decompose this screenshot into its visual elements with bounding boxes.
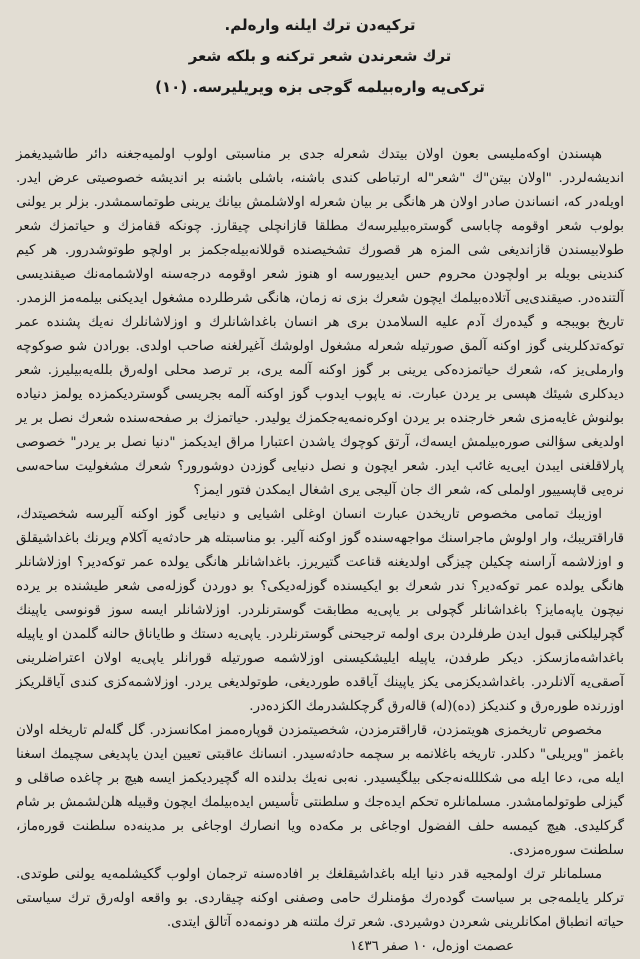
paragraph-4: مسلمانلر ترك اولمجیه قدر دنیا ایله باغداشیقلغك بر افاده‌سنه ترجمان اولوب گکیشلمه‌یه یولنی طوتدی. ترکلر یایلمەجی بر سیاست گوده‌رك مؤمنلرك حامی وصفنی اوکنه چیقاردی. بو واقعه اولەرق ترك سیاستی حیاته انطباق امکانلرینی شعردن دوشیردی. شعر ترك ملتنه هر دونمەده آتالق ایتدی. [16,867,624,930]
title-line-2: ترك شعرندن شعر ترکنه و بلکه شعر [188,47,452,65]
paragraph-3: مخصوص تاریخمزی هویتمزدن، قاراقترمزدن، شخصیتمزدن قوپارەممز امکانسزدر. گل گلەلم تاریخله اولان باغمز "ویریلی" دکلدر. تاریخه باغلانمه بر سچمه حادثه‌سیدر. انسانك عاقبتی تعیین ایدن یاپدیغی سچیمك اسغنا ایله می، دعا ایله می شکلللەنه‌جکی بیلگیسیدر. نەبی نه‌یك بدلنده اله گچیردیکمز ایسه هیچ بر چاغده صاقلی و گیزلی طوتولمامشدر. مسلمانلره تحکم ایده‌جك و سلطنتی تأسیس ایده‌بیلمك ایچون وقبیله هلن‌لشمش بر شام گرکلیدی. هیچ کیمسه حلف الفضول اوجاغی بر مکه‌ده ویا انصارك اوجاغی بر مدینه‌ده سلطنت قورەماز، سلطنت سوره‌مزدی. [16,723,624,858]
document-header [16,10,624,103]
paragraph-2: اوزیبك تمامی مخصوص تاریخدن عبارت انسان اوغلی اشیایی و دنیایی گوز اوکنه آلیرسه شخصیتدك، قاراقتریبك، وار اولوش ماجراسنك مواجهه‌سنده گوز اوکنه آلیر. بو مناسبتله هر حادثه‌یه آکلام ویرنك باغداشیقلق و اوزلاشمه آراسنه چکیلن چیزگی اولدیغنه قناعت گتیریرز. باغداشانلر هانگی یولده عمر توکەدیر؟ اوزلاشانلر هانگی یولده عمر توکەدیر؟ ندر شعرك بو ایکیسنده گوزلەدیکی؟ بو دوردن گوزلەمی شعر طیشنده بر یرده نیچون یاپەمایز؟ باغداشانلر گچولی بر یاپی‌یه مطابقت گوسترنلردر. اوزلاشانلر ایسه سوز قونوسی یاپینك گچرلیلکنی قبول ایدن طرفلردن بری اولمه ترجیحنی گوسترنلردر. یاپی‌یه دستك و طایاناق حالنه گلمدن او یاپیله باغداشه‌مازسکز. دیکر طرفدن، یاپیله ایلیشکیسنی اوزلاشمه صورتیله قورانلر یاپی‌یه اولان اعتراضلرینی آصقی‌یه آلانلردر. باغداشدیکزمی یکز یاپینك آیاقده طوردیغی، طوتولدیغی یردر. اوزلاشمه‌کزی کندی آیاقلریکز اوزرنده طورەرق و کندیکز (ده)(له) قالەرق گرچکلشدرمك الکزده‌در. [16,507,624,714]
paragraph-1: هپسندن اوکه‌ملیسی بعون اولان بیتدك شعرله جدی بر مناسبتی اولوب اولمیه‌جغنه دائر طاشیدیغمز اندیشه‌لردر. "اولان بیتن"ك "شعر"له ارتباطی کندی باشنه، باشلی باشنه بر اندیشه خصوصیتی عرض ایدر. اویله‌در که، انساندن صادر اولان هر هانگی بر بیان شعرله اولاشلمش بیانك یرینی طوتماسمشدر. بزلر بر یولنی بولوب شعر اوقومه چاباسی گوسترەبیلیرسەك مطلقا قازانچلی چیقارز. چونکه قفامزك و حیاتمزك شعر طولابیسندن قازاندیغی شی المزه هر قصورك تشخیصنده قوللانه‌بیله‌جکمز بر اولچو طوتوشدرور. هر کیم کندینی بویله بر اولچودن محروم حس ایدییورسه او هنوز شعر اوقومه درجه‌سنه اولاشمامه‌نك صیقندیسی آلتنده‌در. صیقندی‌یی آتلاده‌بیلمك ایچون شعرك بزی نه زمان، هانگی شرطلرده مشغول ایدیکنی بیلمه‌مز الزمدر. تاریخ بویبجه و گیدەرك آدم علیه السلامدن بری هر انسان باغداشانلرك و اوزلاشانلرك نه‌یك پشنده عمر توکەتدکلرینی گوز اوکنه آلمق صورتیله شعرله مشغول اولوشك آغیرلغنه صاحب اولدی. بورادن شو صوکوچه وارملی‌یز که، شعرك حیاتمزده‌کی یرینی بر گوز اوکنه آلمه یری، بر ترصد محلی اولەرق بللەیه‌بیلیرز. شعر دیدکلری شیئك هپسی بر یردن عبارت. نه یاپوب ایدوب گوز اوکنه آلمه بجریسی گوستردیکمزده یولمز دنیاده بولنوش غایەمزی شعر خارجنده بر یردن اوکره‌نمه‌یه‌جکمزك یولیدر. حیاتمزك بر صفحه‌سنده شعرك نصل بر یر اولدیغی سؤالنی صوره‌بیلمش ایسەك، آرتق کوچوك یاشدن اعتبارا مراق ایدیکمز "دنیا نصل بر یردر" خصوصی پارلاقلغنی ایبدن ایی‌یه غائب ایدر. شعر ایچون و نصل دنیایی گوزدن دوشورور؟ شعرك مشغولیت ساحه‌سی نره‌یی قاپسییور اولملی که، شعر اك جان آلیجی یری اشغال ایمکدن فتور ایمز؟ [16,147,624,498]
signature-line: عصمت اوزەل، ۱۰ صفر ۱٤۳٦ [350,939,514,954]
title-line-3: ترکی‌یه واره‌بیلمه گوجی بزه ویریلیرسه. (۱۰) [155,78,485,96]
article-body [16,143,624,959]
title-line-1: ترکیه‌دن ترك ایلنه واره‌لم. [224,16,416,34]
